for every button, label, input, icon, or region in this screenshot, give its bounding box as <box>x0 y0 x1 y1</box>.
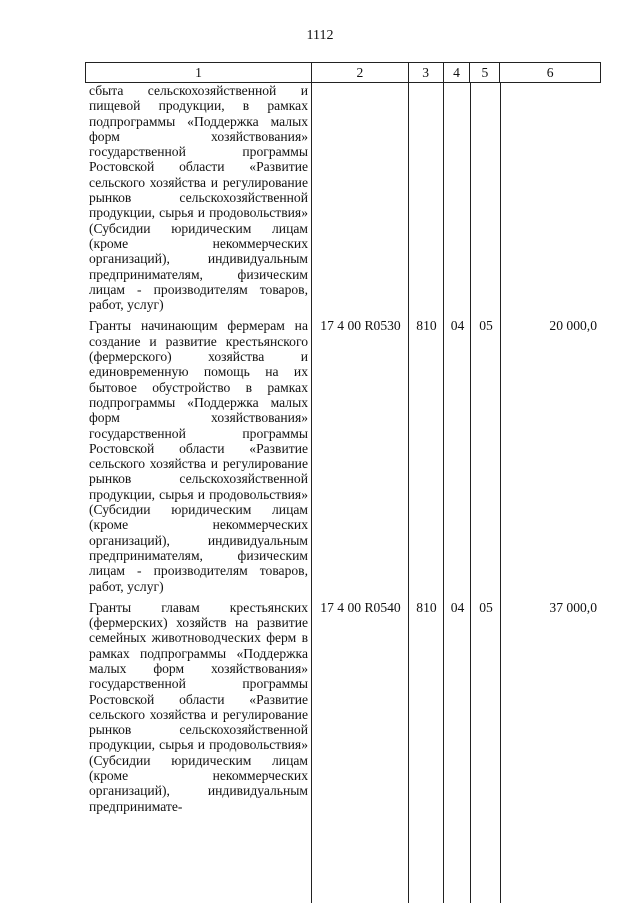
description-cell: Гранты начинающим фермерам на создание и развитие крестьянского (фермерского) хозяйства и единовременную помощь на их бытовое обустройство в рамках подпрограммы «Поддержка малых форм хозяйствования» государственной программы Ростовской области «Развитие сельского хозяйства и регулирование рынков сельскохозяйственной продукции, сырья и продовольствия» (Субсидии юридическим лицам (кроме некоммерческих организаций), индивидуальным предпринимателям, физическим лицам - производителям товаров, работ, услуг) <box>89 318 308 594</box>
col3-cell: 810 <box>416 599 437 615</box>
description-cell: сбыта сельскохозяйственной и пищевой продукции, в рамках подпрограммы «Поддержка малых форм хозяйствования» государственной программы Ростовской области «Развитие сельского хозяйства и регулирование рынков сельскохозяйственной продукции, сырья и продовольствия» (Субсидии юридическим лицам (кроме некоммерческих организаций), индивидуальным предпринимателям, физическим лицам - производителям товаров, работ, услуг) <box>89 83 308 313</box>
table-row <box>85 318 601 593</box>
header-col-1: 1 <box>86 63 312 82</box>
code-cell <box>312 83 409 312</box>
code-cell: 17 4 00 R0540 <box>320 599 401 615</box>
code-cell: 17 4 00 R0530 <box>320 318 401 334</box>
header-col-6: 6 <box>546 65 554 80</box>
page-number: 1112 <box>306 28 334 43</box>
header-col-2: 2 <box>312 63 409 82</box>
table-body <box>85 83 601 814</box>
col3-cell: 810 <box>416 318 437 334</box>
col4-cell <box>444 83 471 312</box>
table-row <box>85 600 601 814</box>
budget-table <box>85 62 601 814</box>
amount-cell <box>501 83 601 312</box>
col3-cell <box>409 83 444 312</box>
amount-cell: 37 000,0 <box>549 599 597 615</box>
col5-cell <box>471 83 501 312</box>
amount-cell: 20 000,0 <box>549 318 597 334</box>
col5-cell: 05 <box>479 599 493 615</box>
table-row <box>85 83 601 312</box>
description-cell: Гранты главам крестьянских (фермерских) хозяйств на развитие семейных животноводческих ферм в рамках подпрограммы «Поддержка малых форм хозяйствования» государственной программы Ростовской области «Развитие сельского хозяйства и регулирование рынков сельскохозяйственной продукции, сырья и продовольствия» (Субсидии юридическим лицам (кроме некоммерческих организаций), индивидуальным предпринимате- <box>89 599 308 814</box>
header-col-3: 3 <box>409 63 444 82</box>
col4-cell: 04 <box>450 599 465 615</box>
col5-cell: 05 <box>479 318 493 334</box>
header-col-4: 4 <box>444 63 471 82</box>
col4-cell: 04 <box>450 318 465 334</box>
header-col-5: 5 <box>470 63 500 82</box>
table-header-row <box>85 62 601 83</box>
